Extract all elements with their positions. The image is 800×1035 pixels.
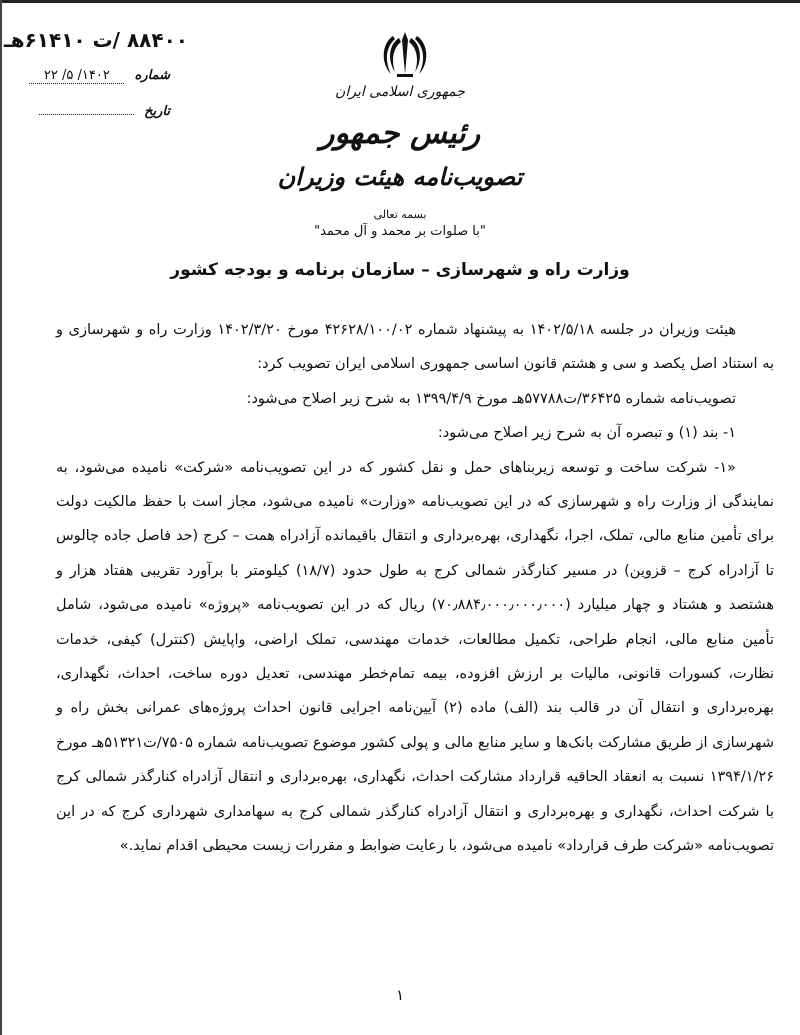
date-label: تاریخ	[144, 104, 170, 119]
date-value	[39, 114, 134, 115]
left-edge	[0, 0, 2, 1035]
resolution-body	[56, 313, 774, 864]
national-emblem-icon	[375, 28, 435, 80]
page-number: ۱	[395, 986, 405, 1004]
number-label: شماره	[134, 68, 170, 83]
paragraph-clause: ۱- بند (۱) و تبصره آن به شرح زیر اصلاح می‌شود:	[437, 425, 736, 442]
resolution-heading: تصویب‌نامه هیئت وزیران	[277, 162, 523, 191]
paragraph-clause-text: «۱- شرکت ساخت و توسعه زیربناهای حمل و نقل کشور که در این تصویب‌نامه «شرکت» نامیده می‌شود، به نمایندگی از وزارت راه و شهرسازی که در این تصویب‌نامه «وزارت» نامیده می‌شود، مجاز است با حفظ مالکیت دولت برای تأمین منابع مالی، تملک، اجرا، نگهداری، بهره‌برداری و انتقال باقیمانده آزادراه همت – کرج (حد فاصل جاده چالوس تا آزادراه کرج – قزوین) در مسیر کنارگذر شمالی کرج به طول حدود (۱۸/۷) کیلومتر با برآورد تقریبی هفتاد هزار و هشتصد و هشتاد و چهار میلیارد (۷۰٫۸۸۴٫۰۰۰٫۰۰۰٫۰۰۰) ریال که در این تصویب‌نامه «پروژه» نامیده می‌شود، شامل تأمین منابع مالی، انجام طراحی، تکمیل مطالعات، خدمات مهندسی، تملک اراضی، واپایش (کنترل) کیفی، خدمات نظارت، کسورات قانونی، مالیات بر ارزش افزوده، بیمه تمام‌خطر مهندسی، تعدیل دوره ساخت، احداث، نگهداری، بهره‌برداری و انتقال آن در قالب بند (الف) ماده (۲) آیین‌نامه اجرایی قانون احداث پروژه‌های عمرانی بخش راه و شهرسازی از طریق مشارکت بانک‌ها و سایر منابع مالی و پولی کشور موضوع تصویب‌نامه شماره ۷۵۰۵/ت۵۱۳۲۱هـ مورخ ۱۳۹۴/۱/۲۶ نسبت به انعقاد الحاقیه قرارداد مشارکت احداث، نگهداری، بهره‌برداری و انتقال آزادراه کنارگذر شمالی کرج با شرکت احداث، نگهداری و بهره‌برداری و انتقال آزادراه کنارگذر شمالی کرج به سهامداری شهرداری کرج که در این تصویب‌نامه «شرکت طرف قرارداد» نامیده می‌شود، با رعایت ضوابط و مقررات زیست محیطی اقدام نماید.»	[56, 459, 774, 855]
paragraph-preamble: هیئت وزیران در جلسه ۱۴۰۲/۵/۱۸ به پیشنهاد شماره ۴۲۶۲۸/۱۰۰/۰۲ مورخ ۱۴۰۲/۳/۲۰ وزارت راه و شهرسازی و به استناد اصل یکصد و سی و هشتم قانون اساسی جمهوری اسلامی ایران تصویب کرد:	[56, 322, 774, 373]
salavat: "با صلوات بر محمد و آل محمد"	[314, 224, 486, 239]
subject-line: وزارت راه و شهرسازی – سازمان برنامه و بودجه کشور	[170, 260, 630, 280]
number-row	[30, 68, 170, 84]
president-heading: رئیس جمهور	[319, 116, 481, 151]
reference-number: ۸۸۴۰۰ /ت ۶۱۴۱۰هـ	[3, 28, 188, 52]
paragraph-amendment: تصویب‌نامه شماره ۳۶۴۲۵/ت۵۷۷۸۸هـ مورخ ۱۳۹۹/۴/۹ به شرح زیر اصلاح می‌شود:	[246, 390, 736, 407]
republic-heading: جمهوری اسلامی ایران	[335, 84, 465, 100]
top-edge	[0, 0, 800, 3]
basmala: بسمه تعالی	[373, 208, 427, 221]
number-value: ۱۴۰۲/ ۵/ ۲۲	[29, 68, 124, 84]
